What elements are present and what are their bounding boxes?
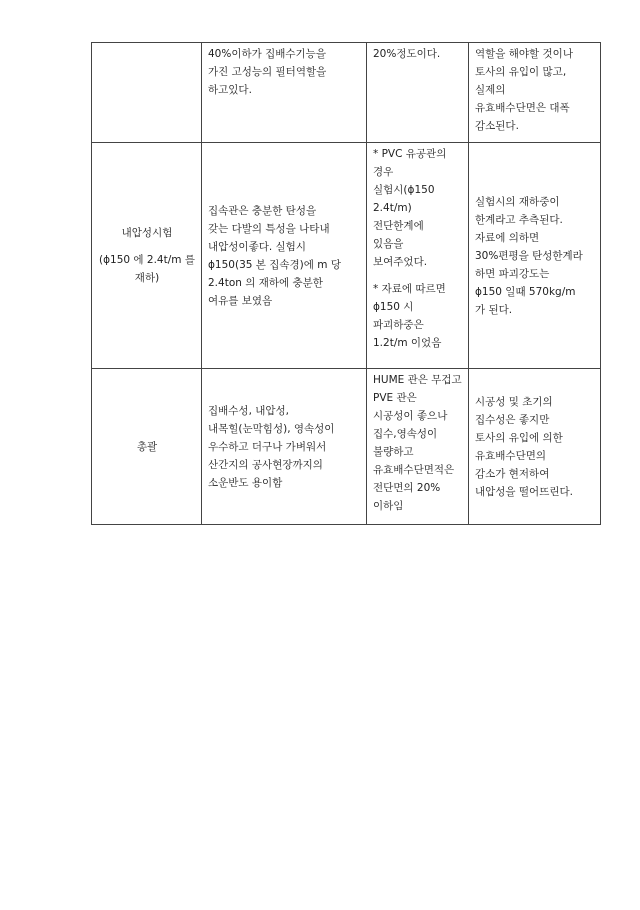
cell-line: 산간지의 공사현장까지의 xyxy=(208,458,323,471)
table-row-summary xyxy=(92,369,601,525)
cell-line: 이하임 xyxy=(373,500,404,512)
cell-collector-pipe xyxy=(202,369,367,525)
cell-line: 가진 고성능의 필터역할을 xyxy=(208,66,327,78)
category-line: 총괄 xyxy=(136,440,158,453)
cell-remarks xyxy=(469,143,601,369)
cell-line: 전단면의 20% xyxy=(373,482,441,494)
cell-remarks xyxy=(469,43,601,143)
cell-line: 있음을 xyxy=(373,238,404,250)
cell-line: 유효배수단면의 xyxy=(475,449,547,462)
cell-line: 감소가 현저하여 xyxy=(475,467,550,480)
cell-line: 보여주었다. xyxy=(373,256,428,268)
cell-line: 2.4t/m) xyxy=(373,202,412,214)
category-line: 내압성시험 xyxy=(121,227,173,239)
cell-pvc-pipe xyxy=(367,43,469,143)
cell-line: 자료에 의하면 xyxy=(475,231,540,244)
cell-remarks xyxy=(469,369,601,525)
cell-line: 유효배수단면은 대폭 xyxy=(475,102,570,114)
cell-line: * PVC 유공관의 xyxy=(373,148,447,160)
cell-line: 토사의 유입이 많고, xyxy=(475,66,567,78)
table-row-pressure-test xyxy=(92,143,601,369)
cell-line: PVE 관은 xyxy=(373,392,417,404)
cell-line: 20%정도이다. xyxy=(373,48,441,60)
cell-line: 하면 파괴강도는 xyxy=(475,267,550,280)
cell-line: 실제의 xyxy=(475,84,506,96)
cell-line: 하고있다. xyxy=(208,84,252,96)
cell-line: 실험시(ϕ150 xyxy=(373,184,435,196)
cell-line: 2.4ton 의 재하에 충분한 xyxy=(208,276,323,289)
cell-line: * 자료에 따르면 xyxy=(373,283,446,295)
cell-line: 1.2t/m 이었음 xyxy=(373,337,442,349)
comparison-table xyxy=(91,42,601,525)
cell-line: 갖는 다발의 특성을 나타내 xyxy=(208,222,330,235)
cell-line: 파괴하중은 xyxy=(373,319,424,331)
cell-line: 소운반도 용이함 xyxy=(208,476,283,489)
cell-line: 내압성이좋다. 실험시 xyxy=(208,240,306,253)
cell-line: 불량하고 xyxy=(373,446,414,458)
cell-line: 30%편평을 탄성한계라 xyxy=(475,249,583,262)
cell-line: 집수,영속성이 xyxy=(373,428,438,440)
cell-collector-pipe xyxy=(202,143,367,369)
cell-line: 토사의 유입에 의한 xyxy=(475,431,563,444)
cell-collector-pipe xyxy=(202,43,367,143)
cell-line: 우수하고 더구나 가벼워서 xyxy=(208,440,327,453)
cell-line: 시공성이 좋으나 xyxy=(373,410,448,422)
cell-line: 경우 xyxy=(373,166,394,178)
row-category-pressure-test xyxy=(92,143,202,369)
cell-line: ϕ150(35 본 집속경)에 m 당 xyxy=(208,258,341,271)
cell-line: ϕ150 시 xyxy=(373,301,414,313)
cell-line: 가 된다. xyxy=(475,303,513,316)
cell-line: 40%이하가 집배수기능을 xyxy=(208,48,326,60)
cell-line: 시공성 및 초기의 xyxy=(475,395,553,408)
cell-line: ϕ150 일때 570kg/m xyxy=(475,285,576,298)
cell-line: 집수성은 좋지만 xyxy=(475,413,550,426)
category-line: 재하) xyxy=(134,272,160,284)
cell-line: 한계라고 추측된다. xyxy=(475,213,563,226)
cell-pvc-pipe xyxy=(367,143,469,369)
cell-line: 여유를 보였음 xyxy=(208,294,273,307)
cell-line: 내목힐(눈막힘성), 영속성이 xyxy=(208,422,335,435)
cell-line: HUME 관은 무겁고 xyxy=(373,374,462,386)
row-category-summary xyxy=(92,369,202,525)
cell-line: 전단한계에 xyxy=(373,220,424,232)
cell-line: 집배수성, 내압성, xyxy=(208,404,290,417)
cell-line: 유효배수단면적은 xyxy=(373,464,455,476)
cell-line: 집속관은 충분한 탄성을 xyxy=(208,204,317,217)
category-line: (ϕ150 에 2.4t/m 를 xyxy=(99,254,195,266)
table-row-filter xyxy=(92,43,601,143)
cell-pvc-pipe xyxy=(367,369,469,525)
cell-line: 감소된다. xyxy=(475,120,519,132)
row-category-empty xyxy=(92,43,202,143)
cell-line: 역할을 해야할 것이나 xyxy=(475,48,573,60)
cell-line: 내압성을 떨어뜨린다. xyxy=(475,485,573,498)
cell-line: 실험시의 재하중이 xyxy=(475,195,560,208)
